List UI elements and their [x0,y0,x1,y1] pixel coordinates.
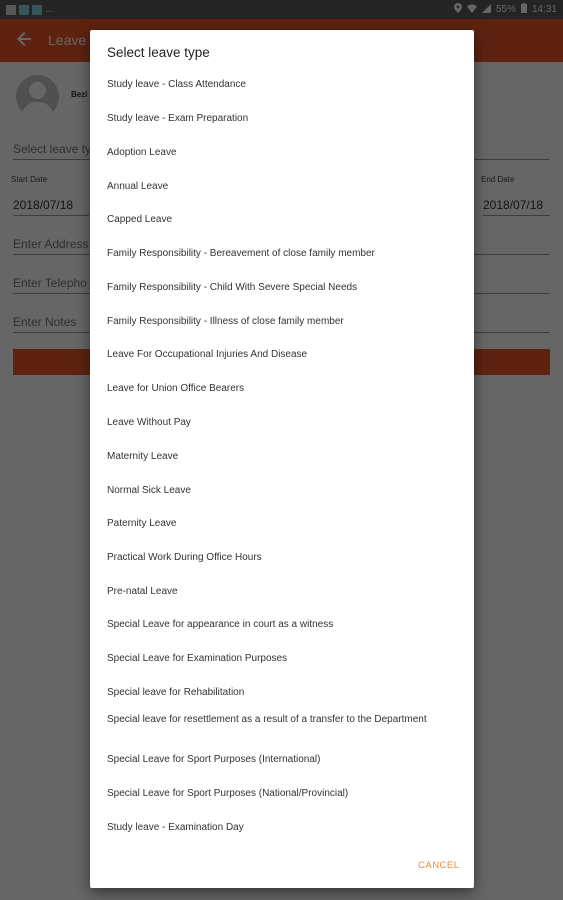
leave-option[interactable]: Special Leave for Sport Purposes (National/Provincial) [107,788,349,799]
dialog-title: Select leave type [107,45,210,60]
cancel-button[interactable]: CANCEL [418,860,460,871]
leave-option[interactable]: Leave for Union Office Bearers [107,383,245,394]
leave-option[interactable]: Special Leave for Sport Purposes (International) [107,754,321,765]
leave-type-dialog [90,30,474,888]
leave-option[interactable]: Adoption Leave [107,147,177,158]
leave-option[interactable]: Study leave - Exam Preparation [107,113,249,124]
leave-option[interactable]: Paternity Leave [107,518,177,529]
leave-option[interactable]: Family Responsibility - Illness of close family member [107,316,344,327]
leave-option[interactable]: Capped Leave [107,214,173,225]
leave-option[interactable]: Maternity Leave [107,451,179,462]
leave-option[interactable]: Study leave - Examination Day [107,822,244,833]
leave-option[interactable]: Leave Without Pay [107,417,191,428]
leave-option[interactable]: Pre-natal Leave [107,586,178,597]
leave-option[interactable]: Family Responsibility - Bereavement of close family member [107,248,375,259]
leave-option[interactable]: Study leave - Class Attendance [107,79,246,90]
leave-option[interactable]: Special Leave for Examination Purposes [107,653,288,664]
leave-option[interactable]: Special Leave for appearance in court as a witness [107,619,334,630]
leave-option[interactable]: Practical Work During Office Hours [107,552,262,563]
leave-option[interactable]: Leave For Occupational Injuries And Disease [107,349,308,360]
leave-option[interactable]: Special leave for resettlement as a result of a transfer to the Department [107,714,427,725]
leave-option[interactable]: Special leave for Rehabilitation [107,687,245,698]
leave-option[interactable]: Normal Sick Leave [107,485,191,496]
leave-option[interactable]: Family Responsibility - Child With Severe Special Needs [107,282,358,293]
leave-option[interactable]: Annual Leave [107,181,169,192]
